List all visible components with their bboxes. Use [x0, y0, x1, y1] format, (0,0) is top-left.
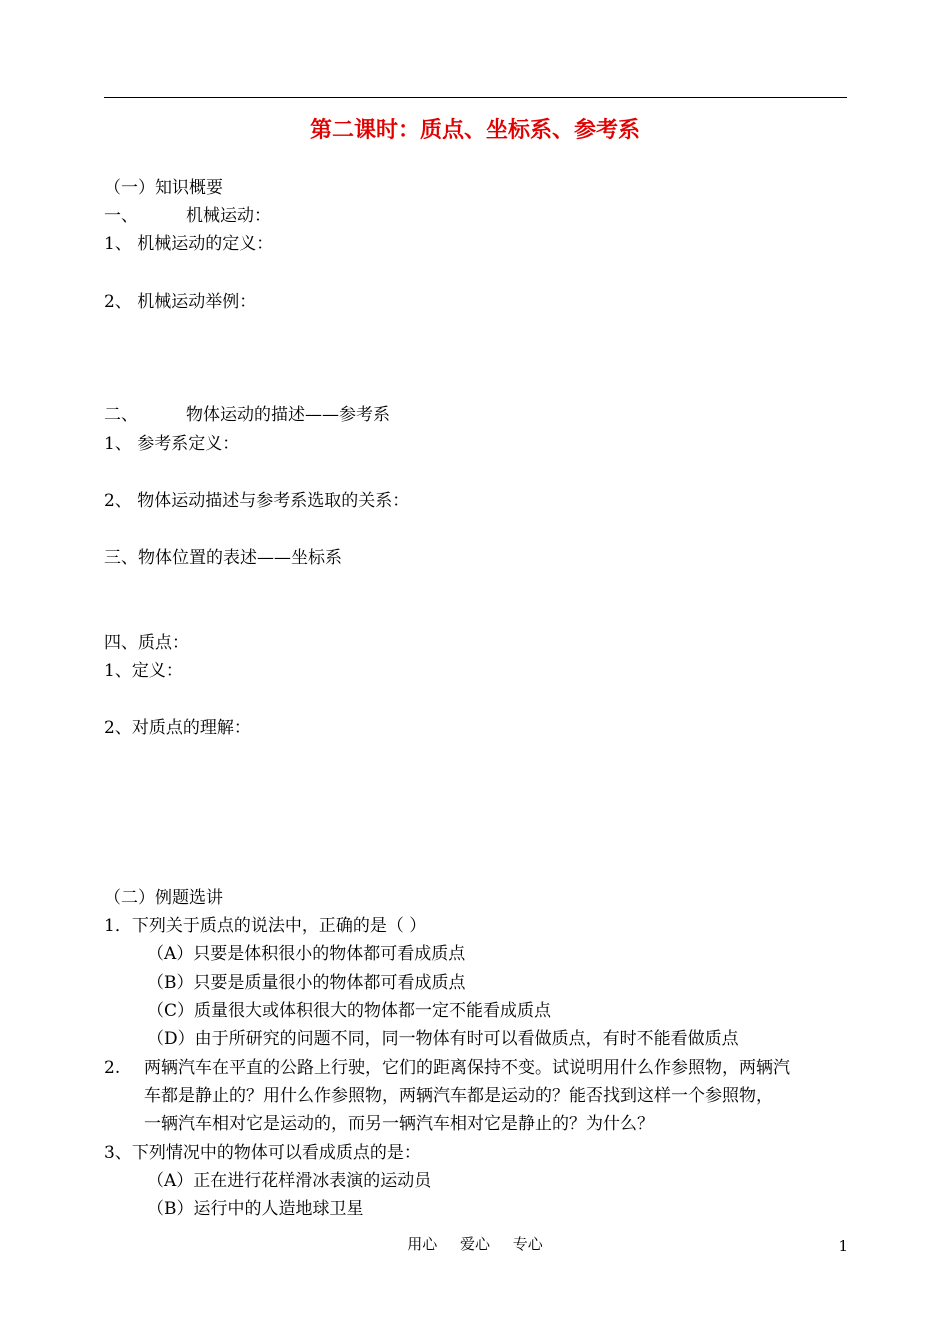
header-rule	[104, 97, 847, 98]
part-two-number: 二、	[104, 405, 138, 425]
question-1-option-a: （A）只要是体积很小的物体都可看成质点	[147, 944, 466, 964]
part-two-item-1: 1、 参考系定义：	[104, 434, 240, 454]
section-heading-knowledge: （一）知识概要	[104, 178, 223, 198]
part-one-title: 机械运动：	[186, 206, 271, 226]
section-heading-examples: （二）例题选讲	[104, 888, 223, 908]
question-2-line-3: 一辆汽车相对它是运动的，而另一辆汽车相对它是静止的？为什么？	[144, 1114, 654, 1134]
question-2-line-2: 车都是静止的？用什么作参照物，两辆汽车都是运动的？能否找到这样一个参照物，	[144, 1086, 773, 1106]
question-1-option-c: （C）质量很大或体积很大的物体都一定不能看成质点	[147, 1001, 552, 1021]
part-two-title: 物体运动的描述——参考系	[186, 405, 390, 425]
footer-motto: 用心 爱心 专心	[407, 1235, 543, 1253]
part-one-item-1: 1、 机械运动的定义：	[104, 234, 274, 254]
part-three-heading: 三、物体位置的表述——坐标系	[104, 548, 342, 568]
question-2-line-1: 两辆汽车在平直的公路上行驶，它们的距离保持不变。试说明用什么作参照物，两辆汽	[144, 1058, 790, 1078]
page-number: 1	[838, 1237, 848, 1255]
part-one-number: 一、	[104, 206, 138, 226]
question-1-stem: 1．下列关于质点的说法中，正确的是（ ）	[104, 916, 427, 936]
part-one-heading	[104, 203, 271, 229]
part-two-heading	[104, 402, 390, 428]
part-four-item-1: 1、定义：	[104, 661, 183, 681]
question-1-option-d: （D）由于所研究的问题不同，同一物体有时可以看做质点，有时不能看做质点	[147, 1029, 739, 1049]
part-two-item-2: 2、 物体运动描述与参考系选取的关系：	[104, 491, 410, 511]
question-1-option-b: （B）只要是质量很小的物体都可看成质点	[147, 973, 466, 993]
question-3-option-b: （B）运行中的人造地球卫星	[147, 1199, 364, 1219]
document-title: 第二课时：质点、坐标系、参考系	[309, 117, 640, 143]
question-2-number: 2.	[104, 1058, 121, 1078]
part-four-heading: 四、质点：	[104, 633, 189, 653]
question-3-stem: 3、下列情况中的物体可以看成质点的是：	[104, 1143, 421, 1163]
part-one-item-2: 2、 机械运动举例：	[104, 292, 257, 312]
question-3-option-a: （A）正在进行花样滑冰表演的运动员	[147, 1171, 432, 1191]
part-four-item-2: 2、对质点的理解：	[104, 718, 251, 738]
